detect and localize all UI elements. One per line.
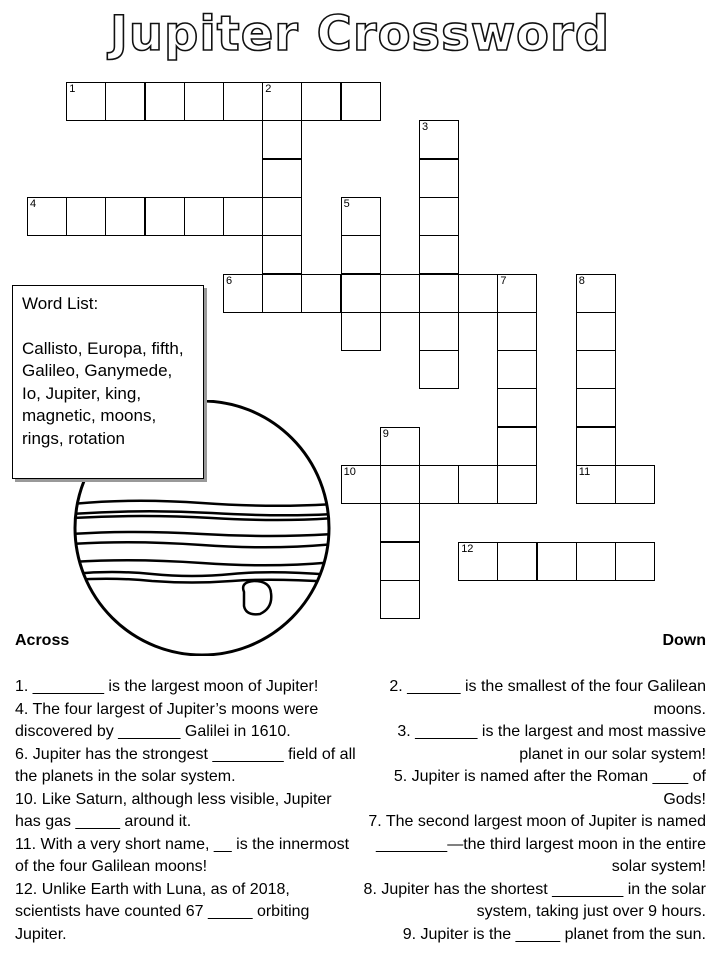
crossword-cell[interactable] (576, 350, 616, 389)
clue-number: 9 (382, 427, 389, 440)
clue-number: 7 (500, 274, 507, 287)
down-clue-9: 9. Jupiter is the _____ planet from the sun. (402, 925, 706, 943)
crossword-cell[interactable] (380, 274, 420, 313)
crossword-cell[interactable] (380, 542, 420, 581)
crossword-cell[interactable] (145, 197, 185, 236)
clue-number: 5 (343, 197, 350, 210)
down-clue-2: 2. ______ is the smallest of the four Galilean moons. (389, 678, 706, 718)
crossword-cell[interactable] (184, 197, 224, 236)
crossword-cell[interactable] (380, 503, 420, 542)
crossword-cell[interactable] (341, 274, 381, 313)
crossword-cell[interactable] (615, 542, 655, 581)
word-list-words: Callisto, Europa, fifth, Galileo, Ganymede, Io, Jupiter, king, magnetic, moons, rings, rotation (22, 338, 184, 448)
clue-number: 11 (578, 466, 591, 478)
crossword-cell[interactable] (497, 350, 537, 389)
crossword-cell[interactable] (576, 542, 616, 581)
crossword-cell[interactable] (262, 274, 302, 313)
clue-number: 12 (461, 542, 474, 555)
crossword-cell[interactable] (576, 427, 616, 466)
crossword-cell[interactable] (458, 465, 498, 504)
crossword-cell[interactable] (223, 274, 263, 313)
crossword-cell[interactable] (301, 274, 341, 313)
crossword-cell[interactable] (66, 197, 106, 236)
clue-number: 3 (422, 121, 429, 134)
across-clues (15, 676, 360, 946)
down-clues (356, 676, 706, 946)
crossword-cell[interactable] (576, 312, 616, 351)
crossword-cell[interactable] (419, 159, 459, 198)
crossword-cell[interactable] (497, 274, 537, 313)
page-title: Jupiter Crossword (109, 6, 611, 62)
crossword-cell[interactable] (458, 542, 498, 581)
crossword-cell[interactable] (341, 465, 381, 504)
crossword-cell[interactable] (262, 120, 302, 159)
crossword-cell[interactable] (497, 542, 537, 581)
crossword-cell[interactable] (223, 197, 263, 236)
clue-number: 2 (265, 83, 272, 95)
across-clue-6: 6. Jupiter has the strongest ________ field of all the planets in the solar system. (15, 745, 356, 785)
clue-number: 4 (30, 197, 37, 210)
crossword-cell[interactable] (497, 312, 537, 351)
crossword-cell[interactable] (223, 82, 263, 121)
crossword-cell[interactable] (105, 82, 145, 121)
crossword-cell[interactable] (262, 197, 302, 236)
down-heading: Down (662, 632, 706, 649)
crossword-cell[interactable] (27, 197, 67, 236)
crossword-cell[interactable] (419, 120, 459, 159)
crossword-cell[interactable] (380, 427, 420, 466)
crossword-cell[interactable] (145, 82, 185, 121)
crossword-cell[interactable] (419, 465, 459, 504)
across-heading: Across (15, 632, 70, 649)
down-clue-8: 8. Jupiter has the shortest ________ in the solar system, taking just over 9 hours. (363, 880, 706, 920)
word-list-title: Word List: (22, 294, 99, 313)
crossword-cell[interactable] (419, 350, 459, 389)
crossword-cell[interactable] (105, 197, 145, 236)
across-clue-1: 1. ________ is the largest moon of Jupiter! (15, 678, 319, 695)
crossword-cell[interactable] (262, 235, 302, 274)
crossword-cell[interactable] (576, 388, 616, 427)
across-clue-12: 12. Unlike Earth with Luna, as of 2018, scientists have counted 67 _____ orbiting Jupiter. (15, 880, 310, 943)
crossword-cell[interactable] (380, 465, 420, 504)
clue-number: 1 (69, 83, 76, 95)
clue-number: 6 (226, 274, 233, 287)
down-clue-5: 5. Jupiter is named after the Roman ____ of Gods! (393, 768, 706, 808)
crossword-cell[interactable] (419, 274, 459, 313)
crossword-cell[interactable] (341, 235, 381, 274)
down-clue-3: 3. _______ is the largest and most massive planet in our solar system! (397, 723, 706, 763)
word-list-box (12, 285, 204, 479)
clue-number: 8 (578, 274, 585, 287)
crossword-cell[interactable] (615, 465, 655, 504)
crossword-cell[interactable] (184, 82, 224, 121)
across-clue-11: 11. With a very short name, __ is the innermost of the four Galilean moons! (15, 835, 350, 875)
crossword-cell[interactable] (262, 82, 302, 121)
crossword-cell[interactable] (497, 388, 537, 427)
crossword-cell[interactable] (341, 312, 381, 351)
down-clue-7: 7. The second largest moon of Jupiter is named ________—the third largest moon in the entire solar system! (368, 813, 706, 875)
crossword-cell[interactable] (537, 542, 577, 581)
crossword-cell[interactable] (419, 235, 459, 274)
crossword-cell[interactable] (380, 580, 420, 619)
crossword-cell[interactable] (301, 82, 341, 121)
crossword-cell[interactable] (262, 159, 302, 198)
crossword-cell[interactable] (66, 82, 106, 121)
across-clue-4: 4. The four largest of Jupiter’s moons were discovered by _______ Galilei in 1610. (15, 700, 319, 740)
crossword-cell[interactable] (497, 427, 537, 466)
crossword-cell[interactable] (497, 465, 537, 504)
across-clue-10: 10. Like Saturn, although less visible, Jupiter has gas _____ around it. (15, 790, 332, 830)
crossword-cell[interactable] (419, 312, 459, 351)
crossword-cell[interactable] (341, 197, 381, 236)
crossword-cell[interactable] (576, 465, 616, 504)
crossword-cell[interactable] (576, 274, 616, 313)
crossword-cell[interactable] (458, 274, 498, 313)
crossword-cell[interactable] (419, 197, 459, 236)
clue-number: 10 (343, 466, 356, 478)
crossword-cell[interactable] (341, 82, 381, 121)
